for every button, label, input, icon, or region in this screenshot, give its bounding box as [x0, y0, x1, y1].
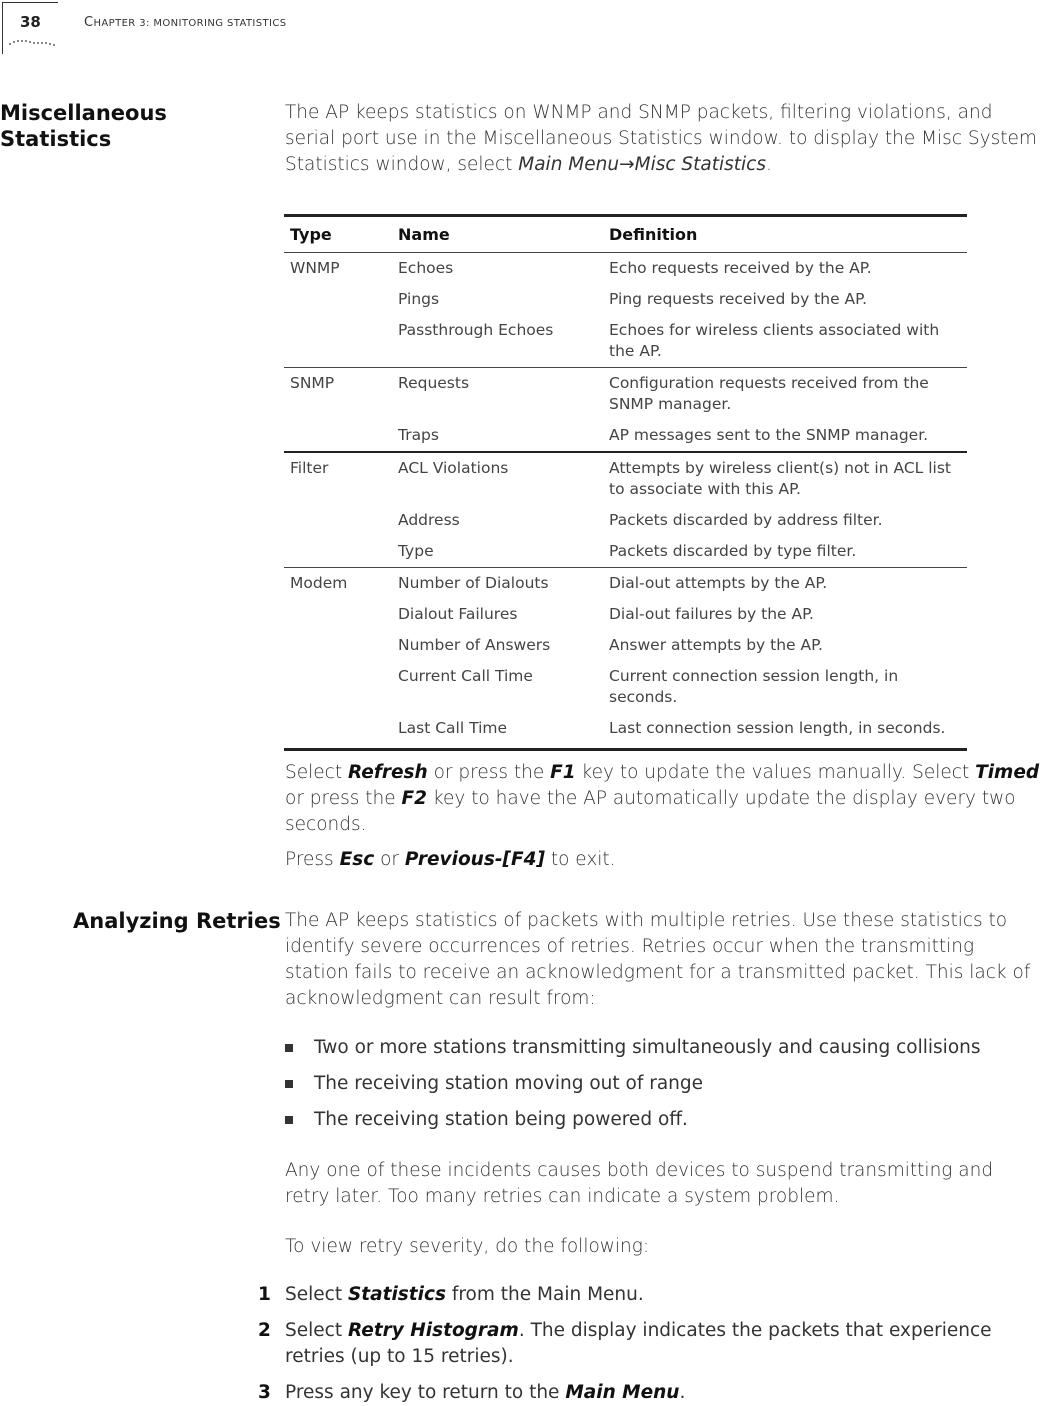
table-row — [284, 713, 967, 750]
square-bullet-icon — [285, 1080, 293, 1088]
cell-name: Address — [398, 511, 460, 529]
exit-text-1: Press — [285, 849, 340, 870]
cell-definition: Ping requests received by the AP. — [609, 290, 867, 308]
exit-text-2: or — [374, 849, 405, 870]
cell-name: Requests — [392, 368, 603, 421]
cell-name: Traps — [398, 426, 439, 444]
cell-definition: Packets discarded by type filter. — [609, 542, 857, 560]
f2-key: F2 — [401, 788, 428, 809]
header-type: Type — [284, 216, 392, 253]
cell-definition: AP messages sent to the SNMP manager. — [609, 426, 929, 444]
statistics-menu-reference: Statistics — [347, 1284, 446, 1305]
cell-name: Echoes — [398, 259, 454, 277]
misc-statistics-reference: Misc Statistics — [634, 154, 766, 175]
step-text: Select — [285, 1320, 348, 1341]
view-retry-intro — [285, 1234, 1041, 1260]
step-text: Press any key to return to the — [285, 1382, 566, 1403]
header-name: Name — [392, 216, 603, 253]
esc-key: Esc — [339, 849, 375, 870]
page-header — [0, 0, 600, 60]
cell-definition: Configuration requests received from the SNMP manager. — [603, 368, 967, 421]
analyzing-retries-heading: Analyzing Retries — [73, 909, 281, 933]
square-bullet-icon — [285, 1044, 293, 1052]
cell-name: Pings — [398, 290, 440, 308]
header-definition: Definition — [603, 216, 967, 253]
refresh-text-4: or press the — [285, 788, 402, 809]
main-menu-reference: Main Menu — [565, 1382, 680, 1403]
refresh-key: Refresh — [347, 762, 428, 783]
list-item-text: The receiving station being powered off. — [314, 1109, 688, 1130]
square-bullet-icon — [285, 1116, 293, 1124]
timed-key: Timed — [975, 762, 1040, 783]
exit-paragraph — [285, 847, 1041, 873]
exit-text-3: to exit. — [544, 849, 616, 870]
incidents-paragraph — [285, 1158, 1041, 1210]
misc-intro-text: The AP keeps statistics on WNMP and SNMP packets, filtering violations, and serial port use in the Miscellaneous Statistics window. to display the Misc System Statistics window, select — [285, 102, 1037, 175]
misc-heading-line1: Miscellaneous — [0, 101, 167, 125]
step-text-end: from the Main Menu. — [445, 1284, 644, 1305]
chapter-title — [84, 15, 287, 30]
table-row — [284, 568, 967, 600]
table-row — [284, 599, 967, 630]
previous-f4-key: Previous-[F4] — [404, 849, 545, 870]
cell-name: Number of Answers — [398, 636, 551, 654]
list-item-text: The receiving station moving out of range — [314, 1073, 704, 1094]
cell-definition: Dial-out attempts by the AP. — [603, 568, 967, 600]
cell-type: SNMP — [284, 368, 392, 421]
list-item — [285, 1071, 1041, 1107]
list-item — [285, 1107, 1041, 1143]
step-item — [258, 1380, 1041, 1406]
cell-type — [284, 315, 392, 368]
refresh-text-3: key to update the values manually. Select — [575, 762, 976, 783]
cell-definition: Packets discarded by address filter. — [609, 511, 883, 529]
corner-rule-horizontal — [2, 2, 58, 3]
refresh-text-1: Select — [285, 762, 348, 783]
table-row — [284, 630, 967, 661]
cell-name: Type — [398, 542, 434, 560]
misc-intro-end: . — [765, 154, 772, 175]
cell-type — [284, 713, 392, 750]
cell-definition: Echoes for wireless clients associated with the AP. — [609, 321, 940, 360]
retries-intro-text: The AP keeps statistics of packets with multiple retries. Use these statistics to identify severe occurrences of retries. Retries occur when the transmitting station fails to receive an acknowledgment for a transmitted packet. This lack of acknowledgment can result from: — [285, 910, 1031, 1009]
cell-name: Passthrough Echoes — [398, 321, 554, 339]
table-row — [284, 368, 967, 421]
table-row — [284, 536, 967, 568]
cell-type — [284, 284, 392, 315]
table-row — [284, 420, 967, 452]
cell-type — [284, 630, 392, 661]
cell-definition: Attempts by wireless client(s) not in ACL list to associate with this AP. — [603, 452, 967, 505]
table-row — [284, 284, 967, 315]
cell-name: ACL Violations — [392, 452, 603, 505]
cell-type — [284, 420, 392, 452]
step-number: 2 — [258, 1320, 271, 1341]
cell-type: WNMP — [290, 259, 340, 277]
refresh-text-5: key to have the AP automatically update the display every two seconds. — [285, 788, 1016, 835]
step-text-end: . — [679, 1382, 686, 1403]
retries-intro-paragraph — [285, 908, 1041, 1012]
incidents-text: Any one of these incidents causes both devices to suspend transmitting and retry later. Too many retries can indicate a system problem. — [285, 1160, 994, 1207]
table-row — [284, 661, 967, 713]
table-header-row — [284, 216, 967, 253]
chapter-prefix: C — [84, 15, 94, 30]
cell-type — [284, 536, 392, 568]
retry-causes-list — [285, 1035, 1041, 1143]
retry-histogram-reference: Retry Histogram — [347, 1320, 519, 1341]
cell-name: Number of Dialouts — [392, 568, 603, 600]
f1-key: F1 — [550, 762, 576, 783]
cell-type: Modem — [284, 568, 392, 600]
table-row — [284, 315, 967, 368]
cell-definition: Answer attempts by the AP. — [609, 636, 823, 654]
dotted-corner-icon — [8, 38, 58, 48]
table-row — [284, 253, 967, 285]
table-row — [284, 452, 967, 505]
step-item — [258, 1318, 1041, 1370]
refresh-paragraph — [285, 760, 1041, 838]
list-item-text: Two or more stations transmitting simultaneously and causing collisions — [314, 1037, 981, 1058]
cell-definition: Last connection session length, in seconds. — [603, 713, 967, 750]
cell-definition: Echo requests received by the AP. — [609, 259, 872, 277]
misc-statistics-table — [284, 214, 967, 751]
cell-type — [284, 505, 392, 536]
refresh-text-2: or press the — [427, 762, 551, 783]
page-number: 38 — [20, 13, 41, 31]
misc-intro-paragraph — [285, 100, 1041, 178]
cell-name: Last Call Time — [392, 713, 603, 750]
misc-statistics-heading — [0, 100, 167, 152]
cell-definition: Dial-out failures by the AP. — [609, 605, 814, 623]
step-item — [258, 1282, 1041, 1308]
cell-type — [284, 661, 392, 713]
misc-heading-line2: Statistics — [0, 127, 112, 151]
cell-type — [284, 599, 392, 630]
table-row — [284, 505, 967, 536]
cell-type: Filter — [284, 452, 392, 505]
corner-rule-vertical — [2, 2, 3, 54]
cell-name: Dialout Failures — [398, 605, 518, 623]
menu-arrow: → — [619, 154, 635, 175]
step-number: 1 — [258, 1284, 271, 1305]
chapter-label-a: HAPTER 3: M — [93, 18, 163, 29]
chapter-label-c: TATISTICS — [233, 18, 287, 29]
step-number: 3 — [258, 1382, 271, 1403]
cell-name: Current Call Time — [398, 667, 533, 685]
main-menu-reference: Main Menu — [518, 154, 620, 175]
list-item — [285, 1035, 1041, 1071]
view-retry-text: To view retry severity, do the following: — [285, 1236, 650, 1257]
step-text-end: . The display indicates the packets that experience retries (up to 15 retries). — [285, 1320, 992, 1367]
cell-definition: Current connection session length, in seconds. — [609, 667, 899, 706]
step-text: Select — [285, 1284, 348, 1305]
chapter-label-b: ONITORING S — [162, 18, 234, 29]
